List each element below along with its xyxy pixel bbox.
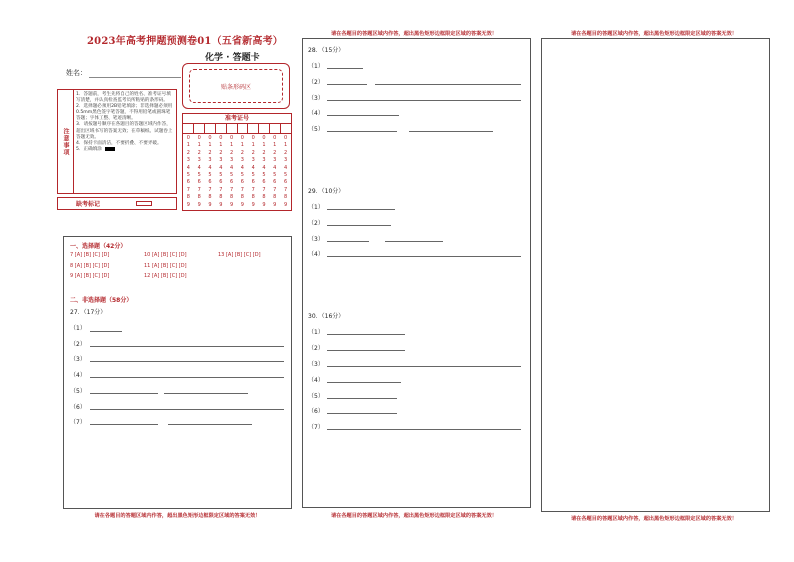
exam-digit-bubble[interactable]: 8 — [240, 194, 244, 201]
exam-digit-bubble[interactable]: 0 — [229, 135, 234, 141]
exam-number-label: 准考证号 — [183, 114, 291, 124]
exam-digit-bubble[interactable]: 3 — [251, 157, 255, 164]
exam-digit-bubble[interactable]: 8 — [197, 194, 201, 201]
q28-part-label: （2） — [308, 79, 324, 86]
exam-number-column — [226, 135, 237, 209]
exam-digit-bubble[interactable]: 2 — [240, 149, 244, 156]
exam-digit-bubble[interactable]: 1 — [262, 142, 266, 149]
q30-part-label: （5） — [308, 393, 324, 400]
exam-digit-bubble[interactable]: 0 — [262, 135, 266, 141]
exam-digit-bubble[interactable]: 1 — [273, 142, 277, 149]
exam-digit-bubble[interactable]: 3 — [240, 157, 244, 164]
exam-digit-bubble[interactable]: 3 — [197, 157, 201, 164]
q30-part-label: （1） — [308, 329, 324, 336]
q30-title: 30．（16分） — [308, 313, 345, 320]
choice-question[interactable]: 10 [A] [B] [C] [D] — [144, 252, 187, 258]
answer-panel-right[interactable] — [541, 38, 770, 512]
answer-line[interactable] — [327, 382, 401, 383]
page-title: 2023年高考押题预测卷01（五省新高考） — [87, 36, 283, 47]
exam-digit-bubble[interactable]: 2 — [273, 149, 277, 156]
answer-line[interactable] — [90, 346, 284, 347]
exam-digit-bubble[interactable]: 1 — [229, 142, 234, 149]
choice-question[interactable]: 11 [A] [B] [C] [D] — [144, 263, 187, 269]
q27-part-label: （3） — [70, 356, 86, 363]
section2-title: 二、非选择题（58分） — [70, 297, 133, 304]
exam-digit-bubble[interactable]: 9 — [208, 201, 212, 208]
answer-line[interactable] — [327, 84, 367, 85]
q27-title: 27．（17分） — [70, 309, 107, 316]
q27-part-label: （4） — [70, 372, 86, 379]
answer-line[interactable] — [327, 334, 405, 335]
exam-digit-bubble[interactable]: 0 — [208, 135, 212, 141]
exam-number-column — [194, 135, 205, 209]
exam-digit-bubble[interactable]: 3 — [262, 157, 266, 164]
exam-digit-bubble[interactable]: 4 — [197, 164, 201, 171]
absent-label: 缺考标记 — [75, 201, 100, 208]
exam-number-column — [183, 135, 194, 209]
exam-digit-bubble[interactable]: 2 — [283, 149, 288, 156]
exam-digit-bubble[interactable]: 9 — [186, 201, 190, 208]
exam-digit-bubble[interactable]: 3 — [219, 157, 223, 164]
answer-line[interactable] — [90, 424, 158, 425]
note-item-text: 5．正确填涂 — [76, 146, 102, 152]
exam-number-input-cell[interactable] — [248, 124, 259, 133]
answer-line[interactable] — [385, 241, 443, 242]
q30-part-label: （2） — [308, 345, 324, 352]
exam-digit-bubble[interactable]: 1 — [283, 142, 288, 149]
exam-digit-bubble[interactable]: 8 — [186, 194, 190, 201]
exam-digit-bubble[interactable]: 4 — [208, 164, 212, 171]
exam-digit-bubble[interactable]: 8 — [283, 194, 288, 201]
exam-number-input-cell[interactable] — [194, 124, 205, 133]
exam-digit-bubble[interactable]: 0 — [240, 135, 244, 141]
answer-line[interactable] — [90, 331, 122, 332]
q27-part-label: （7） — [70, 419, 86, 426]
choice-question[interactable]: 8 [A] [B] [C] [D] — [70, 263, 110, 269]
answer-line[interactable] — [327, 256, 521, 257]
exam-digit-bubble[interactable]: 8 — [219, 194, 223, 201]
answer-line[interactable] — [90, 377, 284, 378]
exam-digit-bubble[interactable]: 5 — [240, 172, 244, 179]
answer-line[interactable] — [327, 429, 521, 430]
answer-line[interactable] — [327, 209, 395, 210]
exam-number-input-cell[interactable] — [270, 124, 281, 133]
exam-digit-bubble[interactable]: 2 — [208, 149, 212, 156]
exam-digit-bubble[interactable]: 6 — [283, 179, 288, 186]
q30-part-label: （3） — [308, 361, 324, 368]
exam-digit-bubble[interactable]: 5 — [273, 172, 277, 179]
exam-digit-bubble[interactable]: 4 — [240, 164, 244, 171]
q28-part-label: （5） — [308, 126, 324, 133]
notes-box — [57, 89, 177, 194]
fill-example-icon — [105, 147, 115, 151]
exam-digit-bubble[interactable]: 9 — [240, 201, 244, 208]
q29-part-label: （2） — [308, 220, 324, 227]
exam-digit-bubble[interactable]: 0 — [273, 135, 277, 141]
exam-digit-bubble[interactable]: 7 — [229, 186, 234, 193]
exam-digit-bubble[interactable]: 8 — [251, 194, 255, 201]
q28-part-label: （4） — [308, 110, 324, 117]
absent-checkbox[interactable] — [136, 201, 152, 206]
exam-digit-bubble[interactable]: 0 — [283, 135, 288, 141]
exam-digit-bubble[interactable]: 8 — [262, 194, 266, 201]
answer-line[interactable] — [90, 361, 284, 362]
exam-digit-bubble[interactable]: 5 — [186, 172, 190, 179]
answer-line[interactable] — [90, 393, 158, 394]
answer-line[interactable] — [164, 393, 248, 394]
exam-digit-bubble[interactable]: 8 — [229, 194, 234, 201]
exam-digit-bubble[interactable]: 8 — [208, 194, 212, 201]
exam-digit-bubble[interactable]: 6 — [208, 179, 212, 186]
q30-part-label: （7） — [308, 424, 324, 431]
section1-title: 一、选择题（42分） — [70, 243, 127, 250]
warning-footer: 请在各题目的答题区域内作答，超出黑色矩形边框限定区域的答案无效！ — [570, 516, 737, 522]
exam-digit-bubble[interactable]: 7 — [251, 186, 255, 193]
warning-footer: 请在各题目的答题区域内作答，超出黑色矩形边框限定区域的答案无效！ — [94, 513, 261, 519]
exam-digit-bubble[interactable]: 5 — [251, 172, 255, 179]
notes-body — [76, 92, 174, 191]
answer-line[interactable] — [327, 115, 399, 116]
exam-digit-bubble[interactable]: 9 — [283, 201, 288, 208]
q27-part-label: （5） — [70, 388, 86, 395]
answer-line[interactable] — [327, 225, 391, 226]
exam-digit-bubble[interactable]: 3 — [186, 157, 190, 164]
q29-part-label: （4） — [308, 251, 324, 258]
answer-line[interactable] — [327, 398, 397, 399]
exam-digit-bubble[interactable]: 4 — [219, 164, 223, 171]
q29-title: 29．（10分） — [308, 188, 345, 195]
exam-digit-bubble[interactable]: 0 — [219, 135, 223, 141]
exam-digit-bubble[interactable]: 3 — [273, 157, 277, 164]
q28-part-label: （1） — [308, 63, 324, 70]
q30-part-label: （6） — [308, 408, 324, 415]
answer-line[interactable] — [327, 131, 397, 132]
exam-digit-bubble[interactable]: 1 — [208, 142, 212, 149]
answer-line[interactable] — [327, 241, 369, 242]
exam-digit-bubble[interactable]: 1 — [197, 142, 201, 149]
exam-number-column — [259, 135, 270, 209]
exam-digit-bubble[interactable]: 1 — [219, 142, 223, 149]
choice-question[interactable]: 9 [A] [B] [C] [D] — [70, 273, 110, 279]
exam-digit-bubble[interactable]: 6 — [219, 179, 223, 186]
q29-part-label: （3） — [308, 236, 324, 243]
exam-digit-bubble[interactable]: 2 — [197, 149, 201, 156]
exam-digit-bubble[interactable]: 1 — [251, 142, 255, 149]
exam-digit-bubble[interactable]: 6 — [273, 179, 277, 186]
exam-digit-bubble[interactable]: 9 — [262, 201, 266, 208]
q27-part-label: （2） — [70, 341, 86, 348]
notes-side-label: 注意事项 — [62, 127, 69, 156]
exam-digit-bubble[interactable]: 5 — [283, 172, 288, 179]
note-item — [76, 147, 174, 153]
barcode-area — [182, 63, 290, 109]
subject-title: 化学 · 答题卡 — [205, 53, 260, 63]
exam-digit-bubble[interactable]: 6 — [262, 179, 266, 186]
answer-line[interactable] — [327, 366, 521, 367]
exam-digit-bubble[interactable]: 7 — [208, 186, 212, 193]
exam-digit-bubble[interactable]: 4 — [283, 164, 288, 171]
choice-question[interactable]: 13 [A] [B] [C] [D] — [218, 252, 261, 258]
q27-part-label: （6） — [70, 404, 86, 411]
exam-digit-bubble[interactable]: 6 — [240, 179, 244, 186]
note-item: 4．保持卡面清洁，不要折叠、不要弄破。 — [76, 140, 162, 146]
absent-mark — [57, 197, 177, 210]
exam-digit-bubble[interactable]: 9 — [197, 201, 201, 208]
exam-digit-bubble[interactable]: 7 — [240, 186, 244, 193]
exam-digit-bubble[interactable]: 0 — [251, 135, 255, 141]
warning-header: 请在各题目的答题区域内作答，超出黑色矩形边框限定区域的答案无效！ — [570, 31, 737, 37]
exam-number-bubbles — [183, 134, 291, 209]
warning-header: 请在各题目的答题区域内作答，超出黑色矩形边框限定区域的答案无效！ — [330, 31, 497, 37]
exam-number-column — [280, 135, 291, 209]
exam-digit-bubble[interactable]: 2 — [262, 149, 266, 156]
exam-digit-bubble[interactable]: 8 — [273, 194, 277, 201]
exam-digit-bubble[interactable]: 3 — [229, 157, 234, 164]
exam-digit-bubble[interactable]: 4 — [186, 164, 190, 171]
name-underline[interactable] — [89, 70, 181, 78]
exam-digit-bubble[interactable]: 6 — [197, 179, 201, 186]
exam-digit-bubble[interactable]: 2 — [186, 149, 190, 156]
exam-digit-bubble[interactable]: 4 — [273, 164, 277, 171]
exam-number-column — [248, 135, 259, 209]
exam-number-input-cell[interactable] — [183, 124, 194, 133]
answer-line[interactable] — [90, 409, 284, 410]
q29-part-label: （1） — [308, 204, 324, 211]
answer-line[interactable] — [327, 413, 397, 414]
exam-digit-bubble[interactable]: 4 — [229, 164, 234, 171]
answer-line[interactable] — [409, 131, 493, 132]
exam-digit-bubble[interactable]: 7 — [197, 186, 201, 193]
exam-number-input-cell[interactable] — [238, 124, 249, 133]
answer-line[interactable] — [327, 68, 363, 69]
exam-number-input-row[interactable] — [183, 124, 291, 134]
exam-digit-bubble[interactable]: 6 — [229, 179, 234, 186]
exam-digit-bubble[interactable]: 6 — [186, 179, 190, 186]
exam-digit-bubble[interactable]: 7 — [283, 186, 288, 193]
exam-number-input-cell[interactable] — [205, 124, 216, 133]
exam-digit-bubble[interactable]: 4 — [262, 164, 266, 171]
exam-digit-bubble[interactable]: 9 — [229, 201, 234, 208]
exam-number-input-cell[interactable] — [259, 124, 270, 133]
exam-digit-bubble[interactable]: 9 — [251, 201, 255, 208]
exam-number-input-cell[interactable] — [216, 124, 227, 133]
exam-digit-bubble[interactable]: 9 — [219, 201, 223, 208]
barcode-label: 贴条形码区 — [189, 69, 283, 103]
exam-number-grid — [182, 113, 292, 211]
exam-number-column — [237, 135, 248, 209]
exam-digit-bubble[interactable]: 9 — [273, 201, 277, 208]
exam-digit-bubble[interactable]: 2 — [219, 149, 223, 156]
choice-question[interactable]: 12 [A] [B] [C] [D] — [144, 273, 187, 279]
answer-line[interactable] — [327, 100, 521, 101]
exam-digit-bubble[interactable]: 5 — [262, 172, 266, 179]
exam-digit-bubble[interactable]: 0 — [197, 135, 201, 141]
exam-number-input-cell[interactable] — [281, 124, 291, 133]
q28-title: 28．（15分） — [308, 47, 345, 54]
exam-number-column — [205, 135, 216, 209]
exam-digit-bubble[interactable]: 5 — [208, 172, 212, 179]
note-item: 2．选择题必须用2B铅笔填涂；非选择题必须用0.5mm黑色签字笔答题，不得用铅笔或圆珠笔答题；字体工整、笔迹清晰。 — [76, 104, 173, 122]
answer-panel-middle — [302, 38, 531, 508]
exam-digit-bubble[interactable]: 7 — [219, 186, 223, 193]
exam-digit-bubble[interactable]: 3 — [283, 157, 288, 164]
exam-digit-bubble[interactable]: 5 — [229, 172, 234, 179]
choice-question[interactable]: 7 [A] [B] [C] [D] — [70, 252, 110, 258]
exam-number-column — [269, 135, 280, 209]
exam-digit-bubble[interactable]: 1 — [186, 142, 190, 149]
q28-part-label: （3） — [308, 95, 324, 102]
exam-digit-bubble[interactable]: 7 — [273, 186, 277, 193]
name-field[interactable] — [66, 68, 181, 78]
exam-number-input-cell[interactable] — [227, 124, 238, 133]
exam-digit-bubble[interactable]: 5 — [219, 172, 223, 179]
exam-digit-bubble[interactable]: 3 — [208, 157, 212, 164]
exam-digit-bubble[interactable]: 2 — [251, 149, 255, 156]
notes-side — [58, 90, 74, 193]
answer-panel-left — [63, 236, 292, 509]
q30-part-label: （4） — [308, 377, 324, 384]
answer-line[interactable] — [327, 350, 405, 351]
exam-digit-bubble[interactable]: 4 — [251, 164, 255, 171]
exam-digit-bubble[interactable]: 7 — [262, 186, 266, 193]
note-item: 3．请按题号顺序在各题目的答题区域内作答，超出区域书写的答案无效；在草稿纸、试题卷上答题无效。 — [76, 122, 173, 140]
answer-line[interactable] — [168, 424, 252, 425]
note-item: 1．答题前，考生先将自己的姓名、准考证号填写清楚，并认真检查监考员所粘贴的条形码。 — [76, 92, 171, 104]
exam-number-column — [215, 135, 226, 209]
exam-digit-bubble[interactable]: 6 — [251, 179, 255, 186]
name-label: 姓名： — [66, 69, 87, 77]
exam-digit-bubble[interactable]: 1 — [240, 142, 244, 149]
exam-digit-bubble[interactable]: 5 — [197, 172, 201, 179]
q27-part-label: （1） — [70, 325, 86, 332]
exam-digit-bubble[interactable]: 0 — [186, 135, 190, 141]
answer-line[interactable] — [375, 84, 521, 85]
warning-footer: 请在各题目的答题区域内作答，超出黑色矩形边框限定区域的答案无效！ — [330, 513, 497, 519]
exam-digit-bubble[interactable]: 2 — [229, 149, 234, 156]
exam-digit-bubble[interactable]: 7 — [186, 186, 190, 193]
